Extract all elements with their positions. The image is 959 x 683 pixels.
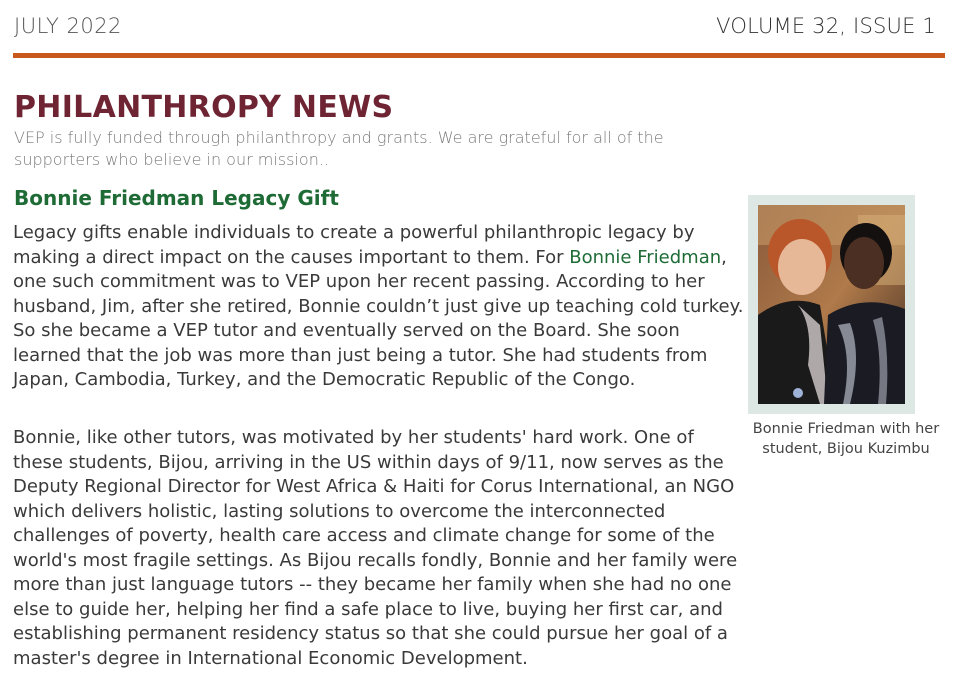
photo-caption: Bonnie Friedman with her student, Bijou Kuzimbu xyxy=(752,421,940,457)
paragraph-1-text-start: Legacy gifts enable individuals to create a powerful philanthropic legacy by making a direct impact on the causes important to them. For xyxy=(13,222,695,268)
section-title: PHILANTHROPY NEWS xyxy=(14,90,394,125)
article-title: Bonnie Friedman Legacy Gift xyxy=(14,186,339,210)
paragraph-1-text-end: , one such commitment was to VEP upon her recent passing. According to her husband, Jim, after she retired, Bonnie couldn’t just give up teaching cold turkey. So she became a VEP tutor and eventually served on the Board. She soon learned that the job was more than just being a tutor. She had students from Japan, Cambodia, Turkey, and the Democratic Republic of the Congo. xyxy=(13,246,744,390)
bonnie-friedman-link[interactable]: Bonnie Friedman xyxy=(569,246,722,268)
bonnie-and-bijou-photo xyxy=(758,205,905,404)
article-paragraph-2: Bonnie, like other tutors, was motivated by her students' hard work. One of these students, Bijou, arriving in the US within days of 9/11, now serves as the Deputy Regional Director for West Africa & Haiti for Corus International, an NGO which delivers holistic, lasting solutions to overcome the interconnected challenges of poverty, health care access and climate change for some of the world's most fragile settings. As Bijou recalls fondly, Bonnie and her family were more than just language tutors -- they became her family when she had no one else to guide her, helping her find a safe place to live, buying her first car, and establishing permanent residency status so that she could pursue her goal of a master's degree in International Economic Development. xyxy=(13,427,738,669)
newsletter-header xyxy=(14,14,936,44)
issue-volume: VOLUME 32, ISSUE 1 xyxy=(716,14,936,38)
section-intro: VEP is fully funded through philanthropy and grants. We are grateful for all of the supporters who believe in our mission.. xyxy=(14,128,664,169)
article-paragraph-1 xyxy=(13,221,748,393)
issue-date: JULY 2022 xyxy=(14,14,122,38)
header-divider xyxy=(13,53,945,58)
